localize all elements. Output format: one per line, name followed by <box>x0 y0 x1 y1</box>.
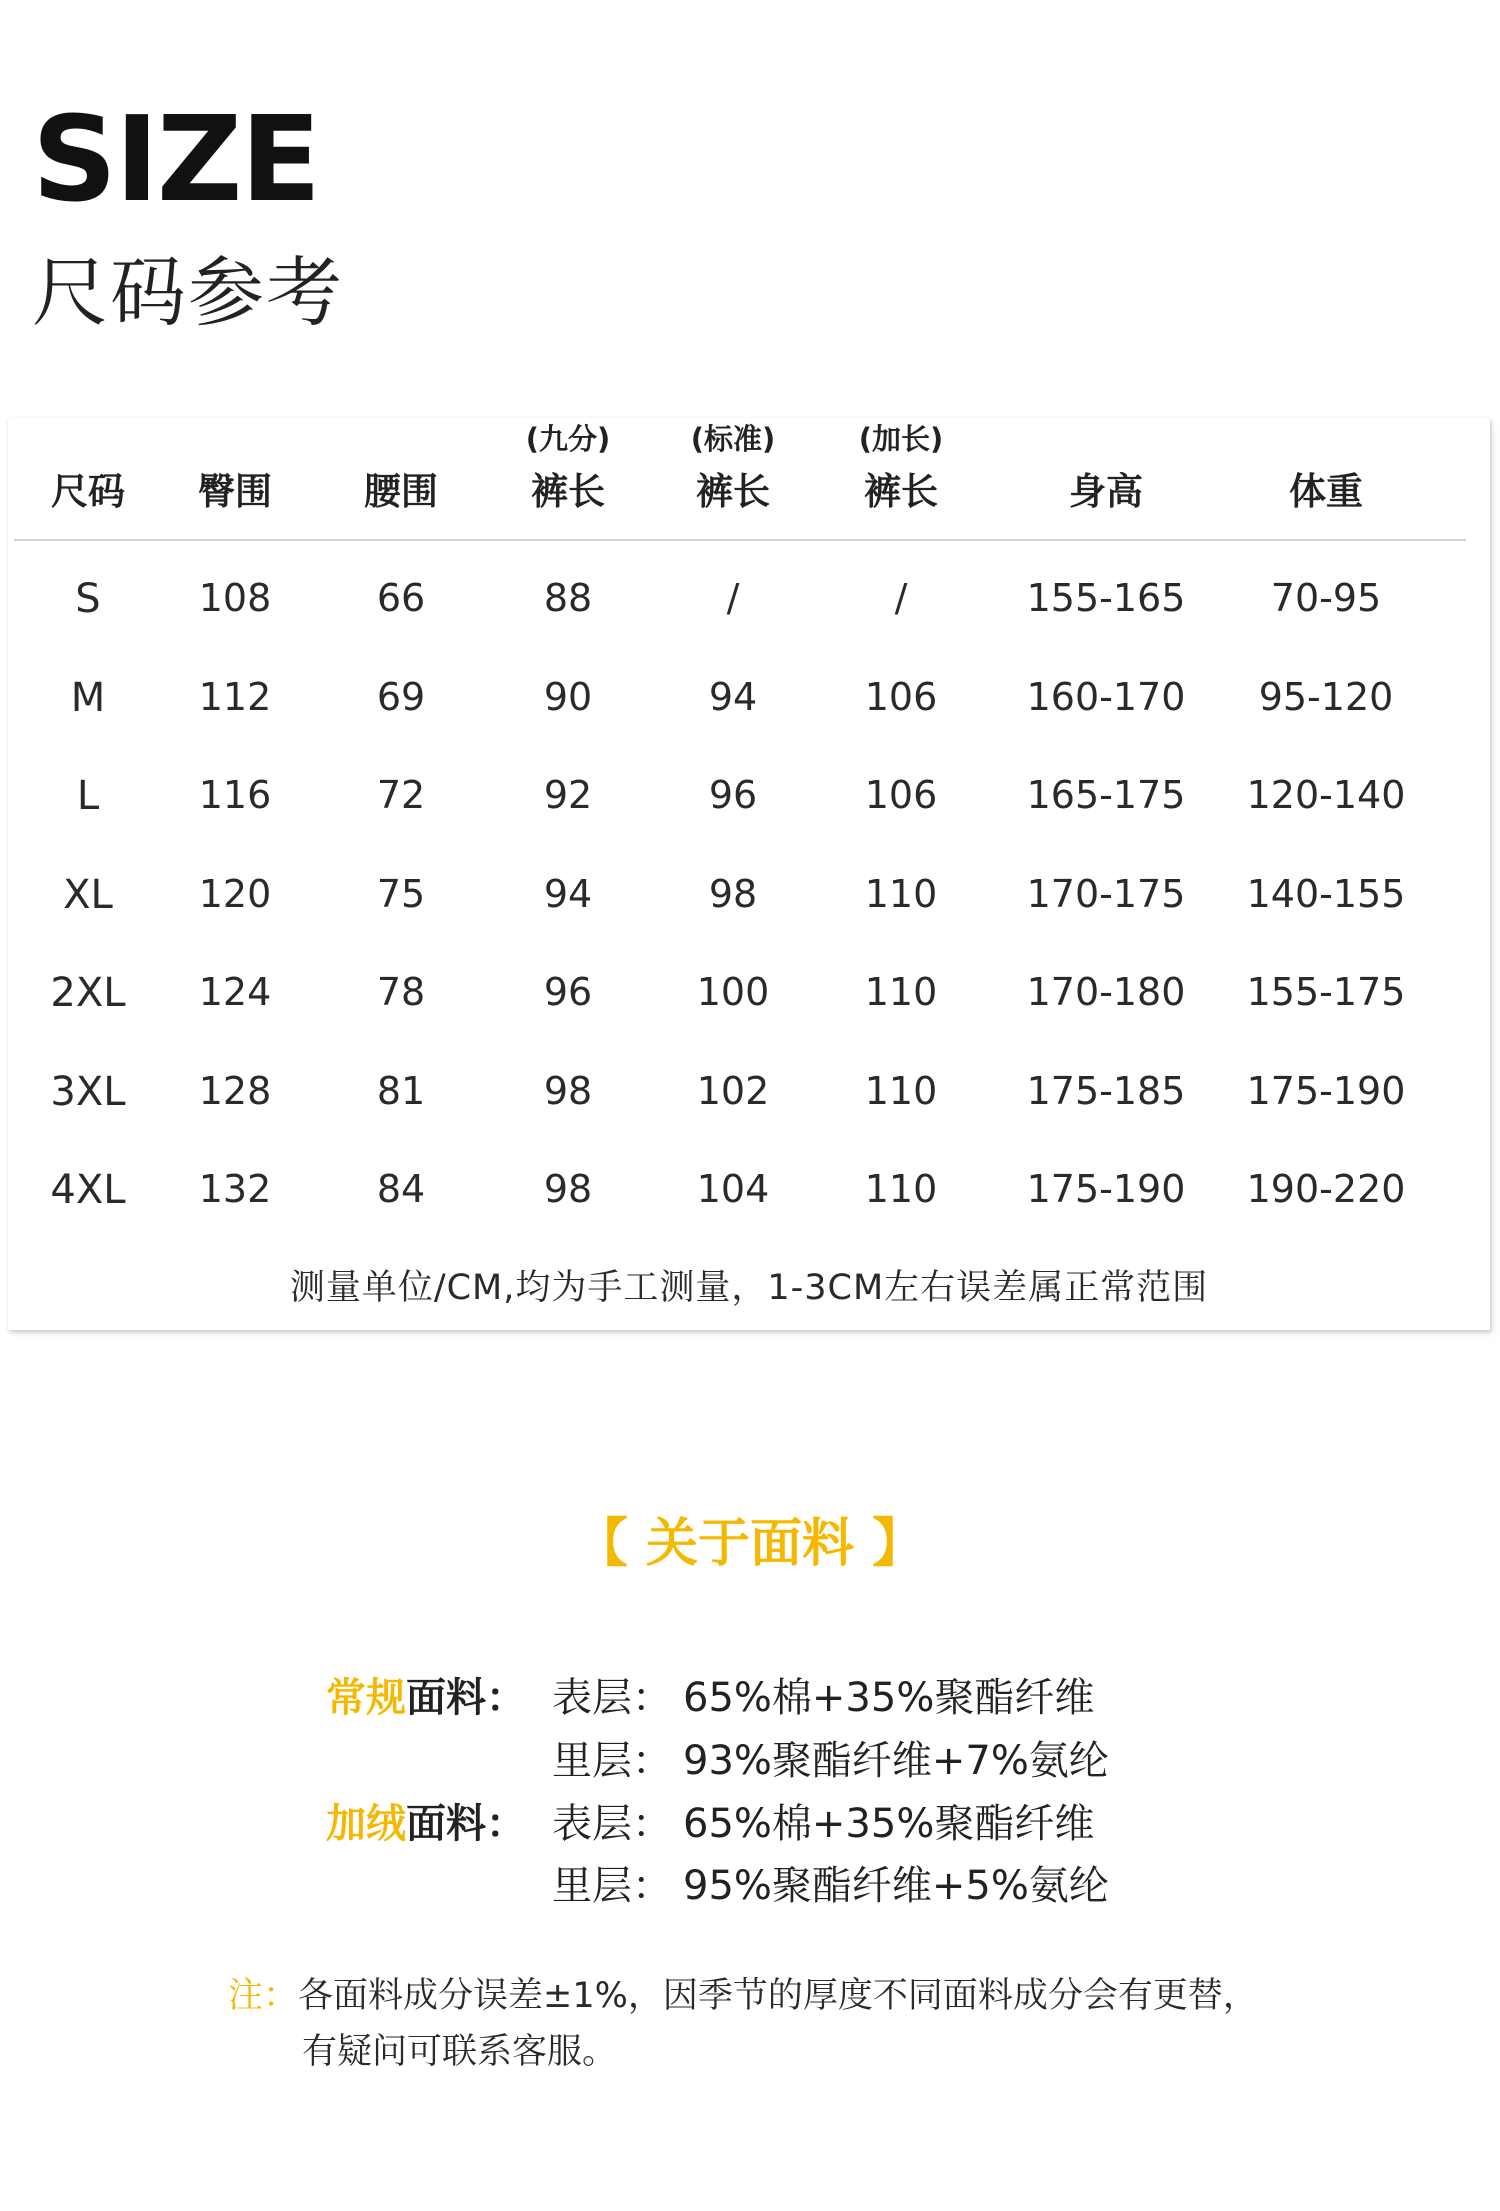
table-row <box>8 738 1490 837</box>
column-header-qualifier: (九分) <box>525 422 611 456</box>
size-chart-card <box>8 418 1490 1330</box>
table-cell: 84 <box>376 1167 426 1211</box>
fabric-note <box>228 1968 1258 2080</box>
column-header-4 <box>643 418 823 512</box>
column-header-1 <box>145 418 325 512</box>
table-row <box>8 1132 1490 1231</box>
size-table-header <box>8 418 1490 541</box>
table-row <box>8 1034 1490 1133</box>
table-cell: 70-95 <box>1270 576 1382 620</box>
table-cell: 116 <box>198 773 272 817</box>
size-table-body <box>8 541 1490 1231</box>
table-cell: / <box>726 576 740 620</box>
table-cell: 102 <box>696 1068 770 1113</box>
column-header-7 <box>1236 418 1416 512</box>
fabric-note-line-2: 有疑问可联系客服。 <box>302 2032 618 2072</box>
column-header-qualifier: (加长) <box>858 422 944 456</box>
table-cell: 75 <box>376 871 426 916</box>
fabric-fleece-inner-composition: 95%聚酯纤维+5%氨纶 <box>683 1863 1109 1909</box>
table-cell: 112 <box>198 674 272 719</box>
column-header-qualifier <box>311 424 491 454</box>
fabric-fleece-accent: 加绒 <box>326 1801 406 1847</box>
fabric-regular-outer-layer: 表层： <box>552 1675 672 1721</box>
fabric-regular-accent: 常规 <box>326 1675 406 1721</box>
size-label-cell: L <box>76 773 100 819</box>
table-cell: 165-175 <box>1026 773 1186 817</box>
table-cell: 96 <box>708 773 758 817</box>
table-cell: 124 <box>198 970 272 1014</box>
fabric-regular-label: 面料： <box>406 1675 526 1721</box>
table-cell: 94 <box>543 871 593 916</box>
fabric-fleece-row-1 <box>326 1801 1095 1847</box>
table-cell: 66 <box>376 576 426 620</box>
table-cell: 98 <box>708 871 758 916</box>
fabric-fleece-outer-composition: 65%棉+35%聚酯纤维 <box>683 1801 1095 1847</box>
column-header-label: 体重 <box>1289 470 1363 513</box>
table-cell: 155-175 <box>1246 970 1406 1014</box>
table-cell: 90 <box>543 674 593 719</box>
column-header-label: 臀围 <box>198 470 272 513</box>
table-cell: 170-180 <box>1026 970 1186 1014</box>
column-header-6 <box>1016 418 1196 512</box>
table-cell: 72 <box>376 773 426 817</box>
column-header-qualifier <box>145 424 325 454</box>
table-cell: 190-220 <box>1246 1167 1406 1211</box>
fabric-fleece-label: 面料： <box>406 1801 526 1847</box>
measurement-note: 测量单位/CM,均为手工测量，1-3CM左右误差属正常范围 <box>289 1268 1209 1308</box>
column-header-2 <box>311 418 491 512</box>
table-cell: 175-190 <box>1246 1068 1406 1113</box>
size-label-cell: XL <box>63 871 113 918</box>
table-cell: 106 <box>864 773 938 817</box>
table-cell: 170-175 <box>1026 871 1186 916</box>
table-cell: / <box>894 576 908 620</box>
table-cell: 120-140 <box>1246 773 1406 817</box>
table-cell: 140-155 <box>1246 871 1406 916</box>
table-cell: 110 <box>864 1167 938 1211</box>
fabric-fleece-inner-layer: 里层： <box>552 1863 672 1909</box>
page-title: SIZE <box>32 90 320 228</box>
table-cell: 104 <box>696 1167 770 1211</box>
column-header-label: 裤长 <box>864 470 938 513</box>
column-header-5 <box>811 418 991 512</box>
column-header-3 <box>478 418 658 512</box>
table-row <box>8 837 1490 936</box>
fabric-regular-inner-layer: 里层： <box>552 1738 672 1784</box>
column-header-label: 尺码 <box>51 470 125 513</box>
table-cell: 155-165 <box>1026 576 1186 620</box>
table-cell: 120 <box>198 871 272 916</box>
table-cell: 175-185 <box>1026 1068 1186 1113</box>
fabric-note-label: 注： <box>228 1976 299 2016</box>
fabric-regular-row-1 <box>326 1675 1095 1721</box>
fabric-regular-inner-composition: 93%聚酯纤维+7%氨纶 <box>683 1738 1109 1784</box>
table-cell: 69 <box>376 674 426 719</box>
table-cell: 94 <box>708 674 758 719</box>
table-cell: 100 <box>696 970 770 1014</box>
table-cell: 110 <box>864 871 938 916</box>
table-cell: 98 <box>543 1167 593 1211</box>
table-cell: 175-190 <box>1026 1167 1186 1211</box>
fabric-regular-outer-composition: 65%棉+35%聚酯纤维 <box>683 1675 1095 1721</box>
table-cell: 110 <box>864 970 938 1014</box>
table-cell: 81 <box>376 1068 426 1113</box>
table-row <box>8 640 1490 739</box>
table-cell: 128 <box>198 1068 272 1113</box>
size-label-cell: 3XL <box>50 1068 126 1115</box>
table-cell: 92 <box>543 773 593 817</box>
table-cell: 160-170 <box>1026 674 1186 719</box>
table-cell: 110 <box>864 1068 938 1113</box>
column-header-label: 裤长 <box>696 470 770 513</box>
table-cell: 98 <box>543 1068 593 1113</box>
size-label-cell: S <box>75 576 101 622</box>
column-header-qualifier: (标准) <box>690 422 776 456</box>
column-header-qualifier <box>1236 424 1416 454</box>
column-header-label: 裤长 <box>531 470 605 513</box>
size-label-cell: 2XL <box>50 970 126 1016</box>
size-table <box>8 418 1490 1231</box>
table-cell: 88 <box>543 576 593 620</box>
size-label-cell: M <box>70 674 106 721</box>
table-row <box>8 935 1490 1034</box>
fabric-section-title: 【 关于面料 】 <box>575 1514 925 1574</box>
column-header-label: 身高 <box>1069 470 1143 513</box>
page-subtitle: 尺码参考 <box>32 248 344 337</box>
fabric-fleece-outer-layer: 表层： <box>552 1801 672 1847</box>
column-header-label: 腰围 <box>364 470 438 513</box>
table-cell: 78 <box>376 970 426 1014</box>
table-cell: 132 <box>198 1167 272 1211</box>
size-label-cell: 4XL <box>50 1167 126 1213</box>
table-cell: 108 <box>198 576 272 620</box>
fabric-note-line-1: 各面料成分误差±1%，因季节的厚度不同面料成分会有更替， <box>298 1976 1258 2016</box>
table-cell: 106 <box>864 674 938 719</box>
table-cell: 95-120 <box>1258 674 1394 719</box>
table-row <box>8 541 1490 640</box>
table-cell: 96 <box>543 970 593 1014</box>
column-header-qualifier <box>1016 424 1196 454</box>
